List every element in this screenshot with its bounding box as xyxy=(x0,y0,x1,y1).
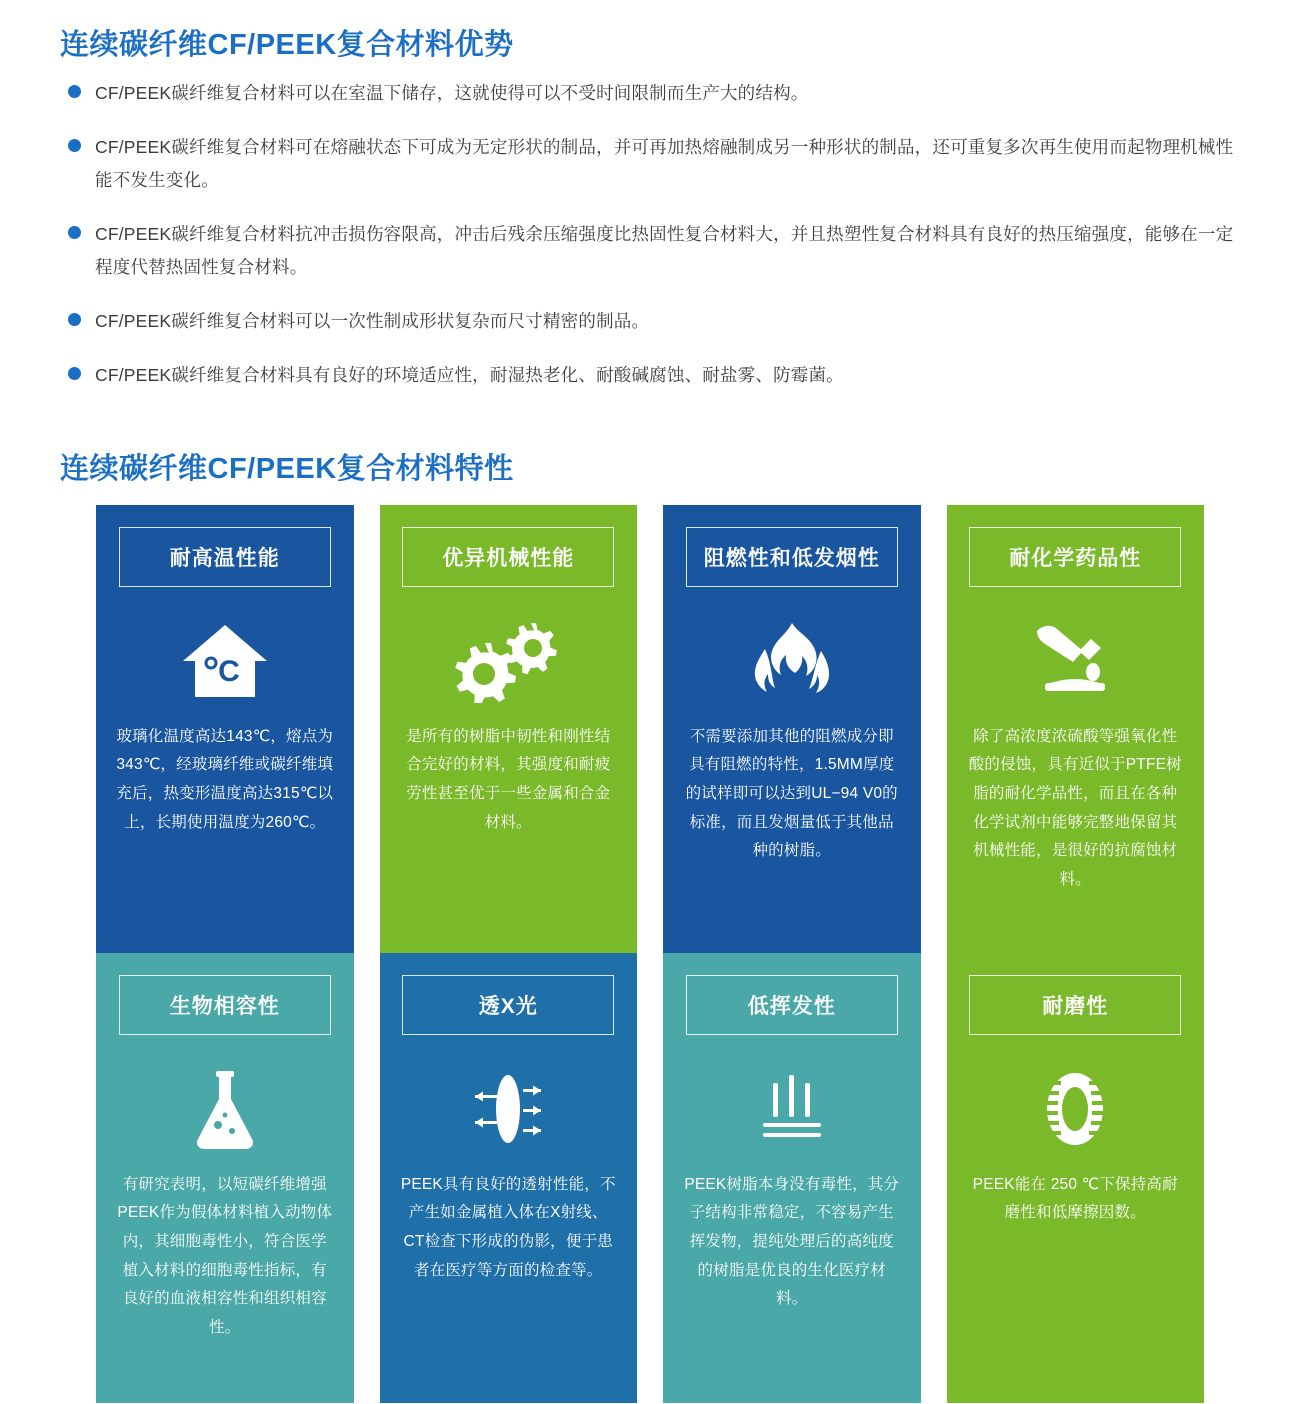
advantage-text: CF/PEEK碳纤维复合材料具有良好的环境适应性，耐湿热老化、耐酸碱腐蚀、耐盐雾、防霉菌。 xyxy=(95,365,844,386)
list-item xyxy=(68,77,1240,109)
feature-card-heat-resistance xyxy=(96,505,354,953)
svg-text:C: C xyxy=(217,654,240,688)
card-description: 有研究表明，以短碳纤维增强PEEK作为假体材料植入动物体内，其细胞毒性小，符合医学植入材料的细胞毒性指标，有良好的血液相容性和组织相容性。 xyxy=(117,1175,333,1336)
lens-xray-icon xyxy=(453,1061,563,1157)
list-item xyxy=(68,218,1240,283)
house-thermometer-icon xyxy=(177,613,273,709)
card-title: 耐化学药品性 xyxy=(969,527,1181,587)
bullet-dot-icon xyxy=(68,85,81,98)
bullet-dot-icon xyxy=(68,313,81,326)
feature-card-low-volatility xyxy=(663,953,921,1403)
chemical-drop-icon xyxy=(1015,613,1135,709)
card-description: 除了高浓度浓硫酸等强氧化性酸的侵蚀，具有近似于PTFE树脂的耐化学品性，而且在各种化学试剂中能够完整地保留其机械性能，是很好的抗腐蚀材料。 xyxy=(968,727,1182,888)
card-description: 是所有的树脂中韧性和刚性结合完好的材料，其强度和耐疲劳性甚至优于一些金属和合金材料。 xyxy=(406,727,611,831)
card-description: 不需要添加其他的阻燃成分即具有阻燃的特性，1.5MM厚度的试样即可以达到UL−94 V0的标准，而且发烟量低于其他品种的树脂。 xyxy=(685,727,898,860)
tire-icon xyxy=(1025,1061,1125,1157)
list-item xyxy=(68,305,1240,337)
flask-icon xyxy=(180,1061,270,1157)
feature-card-wear-resistance xyxy=(947,953,1205,1403)
bullet-dot-icon xyxy=(68,367,81,380)
advantage-text: CF/PEEK碳纤维复合材料可以在室温下储存，这就使得可以不受时间限制而生产大的结构。 xyxy=(95,83,809,103)
feature-card-xray-transparent xyxy=(380,953,638,1403)
card-title: 阻燃性和低发烟性 xyxy=(686,527,898,587)
card-title: 透X光 xyxy=(402,975,614,1035)
feature-card-biocompatibility xyxy=(96,953,354,1403)
bullet-dot-icon xyxy=(68,139,81,152)
card-description: PEEK能在 250 ℃下保持高耐磨性和低摩擦因数。 xyxy=(972,1175,1178,1222)
properties-heading: 连续碳纤维CF/PEEK复合材料特性 xyxy=(60,452,514,485)
card-title: 低挥发性 xyxy=(686,975,898,1035)
flame-icon xyxy=(737,613,847,709)
gears-icon xyxy=(453,613,563,709)
advantage-text: CF/PEEK碳纤维复合材料可在熔融状态下可成为无定形状的制品，并可再加热熔融制成另一种形状的制品，还可重复多次再生使用而起物理机械性能不发生变化。 xyxy=(95,137,1234,190)
advantage-text: CF/PEEK碳纤维复合材料抗冲击损伤容限高，冲击后残余压缩强度比热固性复合材料大，并且热塑性复合材料具有良好的热压缩强度，能够在一定程度代替热固性复合材料。 xyxy=(95,224,1234,277)
feature-card-mechanical xyxy=(380,505,638,953)
feature-card-chemical-resistance xyxy=(947,505,1205,953)
advantage-text: CF/PEEK碳纤维复合材料可以一次性制成形状复杂而尺寸精密的制品。 xyxy=(95,310,650,331)
card-description: 玻璃化温度高达143℃，熔点为343℃，经玻璃纤维或碳纤维填充后，热变形温度高达315℃以上，长期使用温度为260℃。 xyxy=(116,727,334,831)
bullet-dot-icon xyxy=(68,226,81,239)
volatility-icon xyxy=(737,1061,847,1157)
card-description: PEEK具有良好的透射性能，不产生如金属植入体在X射线、CT检查下形成的伪影，便于患者在医疗等方面的检查等。 xyxy=(400,1175,616,1279)
feature-card-flame-retardant xyxy=(663,505,921,953)
card-title: 耐磨性 xyxy=(969,975,1181,1035)
advantages-heading: 连续碳纤维CF/PEEK复合材料优势 xyxy=(60,29,514,61)
list-item xyxy=(68,131,1240,196)
list-item xyxy=(68,359,1240,391)
card-title: 优异机械性能 xyxy=(402,527,614,587)
card-title: 生物相容性 xyxy=(119,975,331,1035)
properties-grid xyxy=(60,505,1240,1403)
card-description: PEEK树脂本身没有毒性，其分子结构非常稳定，不容易产生挥发物，提纯处理后的高纯度的树脂是优良的生化医疗材料。 xyxy=(684,1175,900,1308)
card-title: 耐高温性能 xyxy=(119,527,331,587)
advantages-list xyxy=(60,77,1240,392)
